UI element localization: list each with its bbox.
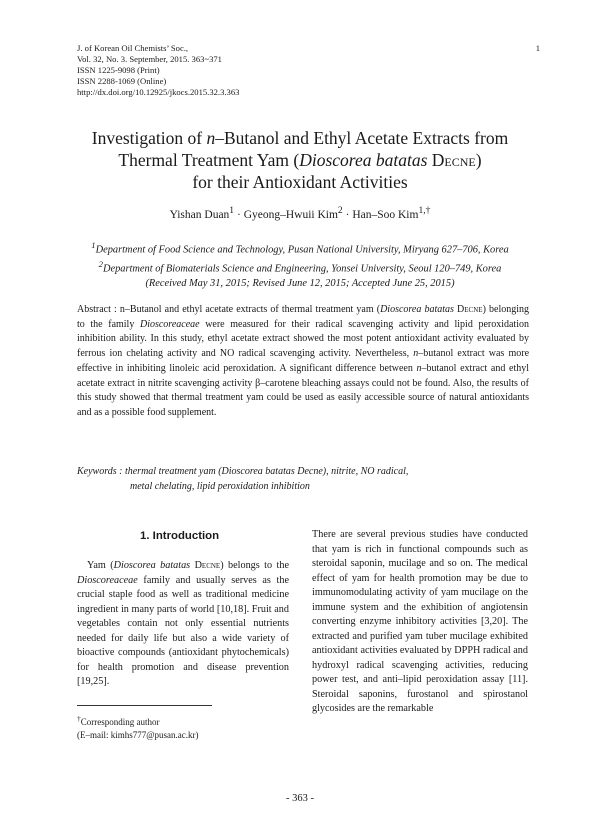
- keywords: [77, 464, 537, 494]
- abstract-family: Dioscoreaceae: [139, 318, 200, 330]
- intro-right-paragraph: There are several previous studies have conducted that yam is rich in functional compounds such as steroidal saponin, mucilage and so on. The medical effect of yam for health promotion may be due to immunomodulating activity of yam mucilage on the immune system and the exhibition of angiotensin converting enzyme inhibitory activities [3,20]. The extracted and purified yam tuber mucilage exhibited antioxidant activities evaluated by DPPH radical and hydroxyl radical scavenging activities, reducing power test, and anti–lipid peroxidation assay [11]. Steroidal saponins, furostanol and spirostanol glycosides are the remarkable: [312, 529, 528, 714]
- author-3: Han–Soo Kim: [352, 208, 419, 221]
- abstract-text-2: ) belonging to the family: [77, 304, 530, 330]
- page-number-top: 1: [535, 43, 540, 53]
- abstract-label: Abstract :: [77, 304, 117, 315]
- intro-species: Dioscorea batatas: [113, 560, 191, 571]
- section-heading-introduction: 1. Introduction: [140, 530, 220, 542]
- abstract: [77, 303, 529, 421]
- abstract-n-1: n: [413, 348, 419, 360]
- abstract-text-4: –butanol extract was more effective in inhibiting linoleic acid peroxidation. A significant difference between: [77, 348, 530, 374]
- affiliations: [40, 238, 560, 291]
- intro-left-text-2: ) belongs to the: [220, 560, 289, 571]
- author-sep-2: ·: [342, 208, 353, 221]
- abstract-text-3: were measured for their radical scavenging activity and lipid peroxidation inhibition ability. In this study, ethyl acetate extract showed the most potent antioxidant activity evaluated by ferrous ion chelating activity and NO radical scavenging activity. Nevertheless,: [77, 318, 529, 360]
- footnote-corresponding: Corresponding author: [80, 717, 160, 727]
- keywords-label: Keywords :: [77, 466, 123, 477]
- keywords-line-1: thermal treatment yam (Dioscorea batatas Decne), nitrite, NO radical,: [122, 466, 409, 477]
- author-list: [40, 205, 560, 221]
- title-part3: Thermal Treatment Yam (: [118, 150, 300, 170]
- intro-right-column: [312, 528, 528, 717]
- intro-left-text-3: family and usually serves as the crucial staple food as well as traditional medicine ingredient in many parts of world [10,18]. Fruit and vegetables contain not only essential nutrients needed for daily life but also a wide variety of bioactive compounds (antioxidant phytochemicals) for health promotion and disease prevention [19,25].: [77, 574, 289, 687]
- abstract-text-1: n–Butanol and ethyl acetate extracts of thermal treatment yam (: [116, 304, 381, 315]
- affil-1-sup: 1: [91, 240, 96, 250]
- footnote-email[interactable]: (E–mail: kimhs777@pusan.ac.kr): [77, 730, 199, 740]
- journal-volume: Vol. 32, No. 3. September, 2015. 363~371: [77, 54, 222, 64]
- affil-2: Department of Biomaterials Science and Engineering, Yonsei University, Seoul 120–749, Korea: [102, 263, 502, 275]
- affil-1: Department of Food Science and Technology, Pusan National University, Miryang 627–706, Korea: [95, 244, 509, 256]
- intro-left-column: [77, 559, 289, 690]
- title-part4: ): [475, 150, 482, 170]
- author-2: Gyeong–Hwuii Kim: [243, 208, 338, 221]
- title-authority: Decne: [431, 150, 476, 170]
- abstract-species: Dioscorea batatas: [380, 304, 454, 315]
- issn-print: ISSN 1225-9098 (Print): [77, 65, 160, 75]
- title-part2: –Butanol and Ethyl Acetate Extracts from: [215, 128, 509, 148]
- received-dates: (Received May 31, 2015; Revised June 12, 2015; Accepted June 25, 2015): [145, 277, 455, 289]
- author-1-sup: 1: [229, 205, 235, 216]
- title-species: Dioscorea batatas: [299, 150, 428, 170]
- footnote: [77, 712, 199, 742]
- title-part1: Investigation of: [91, 128, 207, 148]
- doi-link[interactable]: http://dx.doi.org/10.12925/jkocs.2015.32.3.363: [77, 87, 240, 97]
- author-sep-1: ·: [234, 208, 244, 221]
- intro-authority: Decne: [190, 560, 221, 571]
- abstract-text-5: –butanol extract and ethyl acetate extract in nitrite scavenging activity β–carotene bleaching assays could not be found. Also, the results of this study showed that thermal treatment yam could be used as easily accessible source of natural antioxidants and as a possible food supplement.: [77, 362, 529, 418]
- author-2-sup: 2: [337, 205, 343, 216]
- paper-title: [40, 127, 560, 193]
- title-n-italic: n: [206, 128, 216, 148]
- footnote-rule: [77, 705, 212, 706]
- page-number-bottom: - 363 -: [286, 793, 314, 804]
- intro-family: Dioscoreaceae: [77, 574, 138, 586]
- footnote-mark: †: [77, 714, 81, 723]
- journal-citation: J. of Korean Oil Chemists’ Soc.,: [77, 43, 189, 53]
- issn-online: ISSN 2288-1069 (Online): [77, 76, 167, 86]
- affil-2-sup: 2: [98, 259, 103, 270]
- author-3-sup: 1,†: [418, 205, 431, 216]
- title-line3: for their Antioxidant Activities: [192, 172, 408, 192]
- abstract-n-2: n: [416, 362, 422, 374]
- journal-header: [77, 43, 239, 98]
- keywords-line-2: metal chelating, lipid peroxidation inhibition: [130, 481, 310, 492]
- abstract-authority: Decne: [453, 304, 483, 315]
- intro-left-text-1: Yam (: [87, 560, 114, 571]
- author-1: Yishan Duan: [169, 208, 230, 221]
